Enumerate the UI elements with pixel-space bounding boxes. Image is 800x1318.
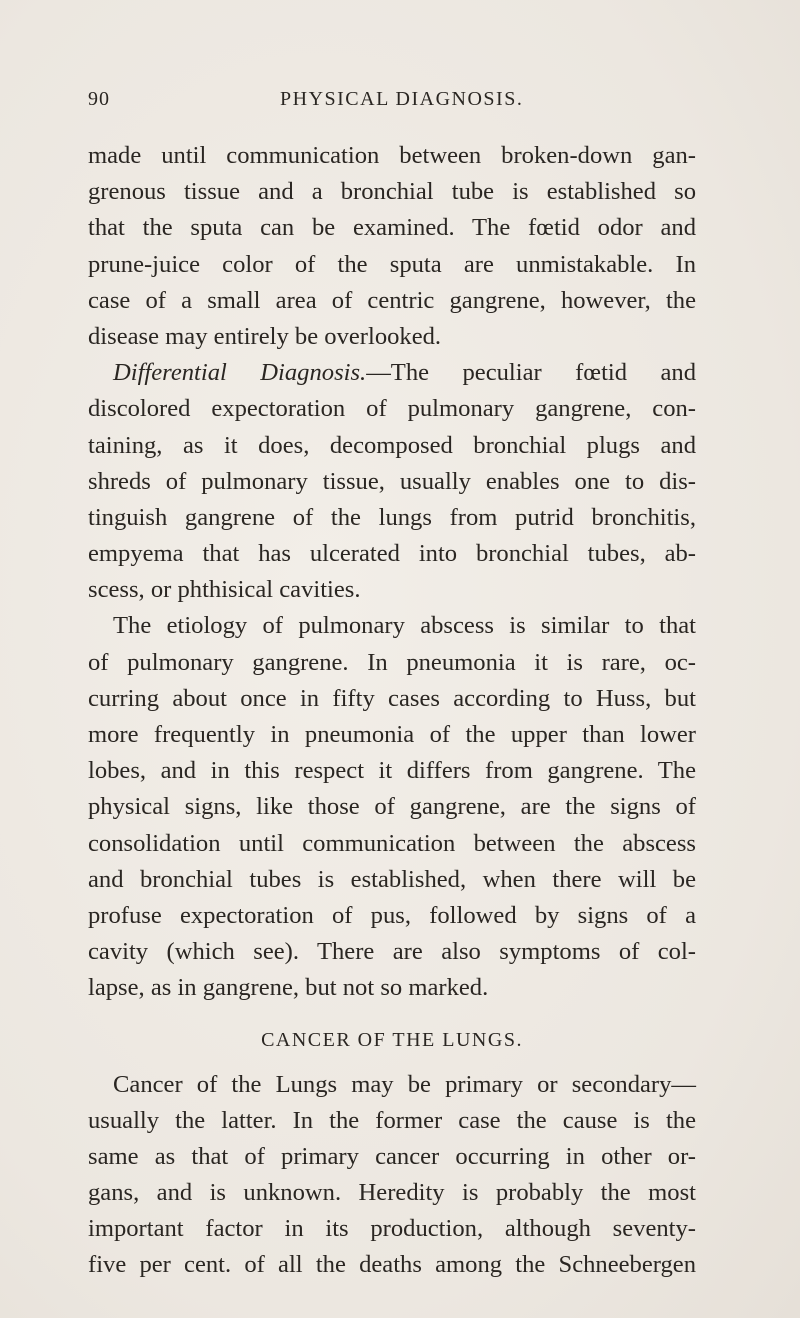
text-line: gans, and is unknown. Heredity is probably the most [88, 1179, 696, 1207]
text-line: prune-juice color of the sputa are unmistakable. In [88, 250, 696, 278]
text-line: shreds of pulmonary tissue, usually enables one to dis- [88, 467, 696, 495]
page-number: 90 [88, 88, 110, 110]
text-line: scess, or phthisical cavities. [88, 576, 361, 604]
run-in-heading: Differential Diagnosis. [113, 359, 367, 387]
text-line: of pulmonary gangrene. In pneumonia it is rare, oc- [88, 648, 696, 676]
paragraph-gangrene-signs [88, 138, 696, 355]
text-line: that the sputa can be examined. The fœtid odor and [88, 214, 696, 242]
text-line: curring about once in fifty cases according to Huss, but [88, 684, 696, 712]
paragraph-differential-diagnosis [88, 355, 696, 608]
text-line: consolidation until communication between the abscess [88, 829, 696, 857]
text-line: tinguish gangrene of the lungs from putrid bronchitis, [88, 503, 696, 531]
text-line: Cancer of the Lungs may be primary or secondary— [113, 1070, 696, 1098]
text-line: important factor in its production, although seventy- [88, 1215, 696, 1243]
paragraph-pulmonary-abscess [88, 608, 696, 1006]
lead-text: —The peculiar fœtid and [366, 359, 696, 387]
text-line: physical signs, like those of gangrene, are the signs of [88, 793, 696, 821]
text-line: usually the latter. In the former case the cause is the [88, 1106, 696, 1134]
text-line: five per cent. of all the deaths among the Schneebergen [88, 1251, 696, 1279]
text-line: lobes, and in this respect it differs from gangrene. The [88, 757, 696, 785]
text-line: disease may entirely be overlooked. [88, 322, 442, 350]
text-line: The etiology of pulmonary abscess is similar to that [113, 612, 696, 640]
text-line: lapse, as in gangrene, but not so marked. [88, 974, 489, 1002]
section-heading: CANCER OF THE LUNGS. [261, 1028, 523, 1051]
text-line: taining, as it does, decomposed bronchial plugs and [88, 431, 696, 459]
header-title: PHYSICAL DIAGNOSIS. [280, 88, 524, 110]
running-header [88, 88, 692, 118]
text-line: more frequently in pneumonia of the upper than lower [88, 721, 696, 748]
text-line: made until communication between broken-down gan- [88, 142, 696, 169]
text-line: profuse expectoration of pus, followed by signs of a [88, 901, 696, 929]
text-line: same as that of primary cancer occurring in other or- [88, 1142, 696, 1170]
text-line: grenous tissue and a bronchial tube is established so [88, 178, 696, 206]
paragraph-cancer-of-lungs [88, 1067, 696, 1284]
text-line: cavity (which see). There are also symptoms of col- [88, 938, 696, 966]
body-text [88, 138, 696, 1284]
text-line: and bronchial tubes is established, when there will be [88, 865, 696, 893]
text-line-lead [88, 355, 696, 391]
text-line: case of a small area of centric gangrene, however, the [88, 286, 696, 314]
text-line: discolored expectoration of pulmonary gangrene, con- [88, 395, 696, 423]
text-line: empyema that has ulcerated into bronchial tubes, ab- [88, 540, 696, 568]
